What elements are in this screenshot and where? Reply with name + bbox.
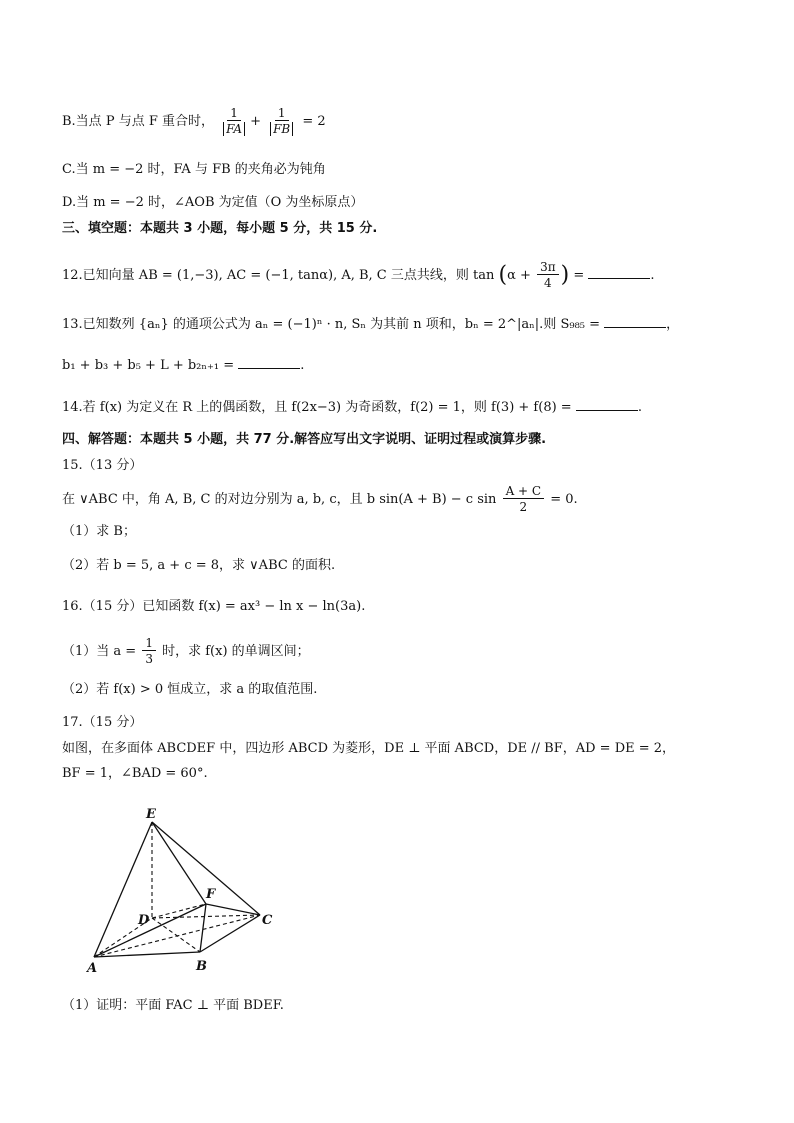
label-c: C [262,913,273,928]
q15-body-tail: = 0. [550,492,578,507]
edge-af [94,904,206,957]
q12-alpha: α + [507,268,531,283]
frac-fa [220,106,248,137]
q15-frac-den: 2 [519,500,528,514]
q16-part-1 [62,636,310,667]
polyhedron-figure [82,800,292,980]
q16-part-2: （2）若 f(x) > 0 恒成立，求 a 的取值范围. [62,682,318,697]
edge-ef [152,822,206,904]
option-b-text: B.当点 P 与点 F 重合时， [62,114,214,129]
q17-heading: 17.（15 分） [62,715,143,730]
q16-frac [142,636,156,667]
section-3-heading: 三、填空题：本题共 3 小题，每小题 5 分，共 15 分. [62,221,378,236]
frac-fb [267,106,296,137]
question-13: 13.已知数列 {aₙ} 的通项公式为 aₙ = (−1)ⁿ · n, Sₙ 为其前 n 项和，bₙ = 2^|aₙ|.则 S₉₈₅ = ， [62,314,679,335]
q12-frac-num: 3π [537,260,559,275]
q13-text: 13.已知数列 {aₙ} 的通项公式为 aₙ = (−1)ⁿ · n, Sₙ 为其前 n 项和，bₙ = 2^|aₙ|.则 S₉₈₅ = [62,317,601,332]
q15-heading: 15.（13 分） [62,458,143,473]
q14-blank [576,397,638,411]
label-a: A [87,961,98,976]
edge-df [152,904,206,918]
question-12: 12.已知向量 AB = (1,−3), AC = (−1, tanα), A, B, C 三点共线，则 tan (α + $\frac{3\pi}{4}$ ) = . [62,260,655,290]
edge-ea [94,822,152,957]
option-d: D.当 m = −2 时，∠AOB 为定值（O 为坐标原点） [62,195,364,210]
q16-part-1-tail: 时，求 f(x) 的单调区间； [162,644,310,659]
q13-blank-2 [238,355,300,369]
edge-bc [200,915,260,952]
q13-sum-text: b₁ + b₃ + b₅ + L + b₂ₙ₊₁ = [62,358,235,373]
frac-fa-den: FA [226,122,243,136]
question-14: 14.若 f(x) 为定义在 R 上的偶函数，且 f(2x−3) 为奇函数，f(2) = 1，则 f(3) + f(8) = . [62,397,642,418]
question-13-line2: b₁ + b₃ + b₅ + L + b₂ₙ₊₁ = . [62,355,304,376]
label-f: F [206,887,216,902]
frac-fb-num: 1 [275,106,289,121]
q14-text: 14.若 f(x) 为定义在 R 上的偶函数，且 f(2x−3) 为奇函数，f(2) = 1，则 f(3) + f(8) = [62,400,572,415]
q17-body-1: 如图，在多面体 ABCDEF 中，四边形 ABCD 为菱形，DE ⊥ 平面 ABCD，DE // BF，AD = DE = 2， [62,741,676,756]
frac-fa-num: 1 [227,106,241,121]
edge-db [152,918,200,952]
q16-heading: 16.（15 分）已知函数 f(x) = ax³ − ln x − ln(3a). [62,599,366,614]
option-b: B.当点 P 与点 F 重合时， $\frac{1}{FA}$ + $\frac{1}{FB}$ = 2 [62,106,326,136]
option-b-tail: = 2 [302,114,326,129]
q12-equals: = [573,268,585,283]
label-d: D [138,913,150,928]
section-4-heading: 四、解答题：本题共 5 小题，共 77 分.解答应写出文字说明、证明过程或演算步骤. [62,432,547,447]
edge-dc [152,915,260,918]
q16-frac-num: 1 [142,636,156,651]
q17-body-2: BF = 1，∠BAD = 60°. [62,766,208,781]
q16-frac-den: 3 [145,652,153,666]
q12-frac [537,260,559,291]
edge-fc [206,904,260,915]
edge-fb [200,904,206,952]
q15-frac-num: A + C [503,484,545,499]
q12-text: 12.已知向量 AB = (1,−3), AC = (−1, tanα), A, B, C 三点共线，则 tan [62,268,495,283]
q15-body-text: 在 ∨ABC 中，角 A, B, C 的对边分别为 a, b, c，且 b sin(A + B) − c sin [62,492,497,507]
q12-blank [588,265,650,279]
edge-ac [94,915,260,957]
q17-part-1: （1）证明：平面 FAC ⊥ 平面 BDEF. [62,998,284,1013]
q15-body [62,484,578,515]
q15-part-2: （2）若 b = 5, a + c = 8，求 ∨ABC 的面积. [62,558,336,573]
q15-part-1: （1）求 B； [62,524,136,539]
option-c: C.当 m = −2 时，FA 与 FB 的夹角必为钝角 [62,162,326,177]
label-e: E [146,807,156,822]
frac-fb-den: FB [273,122,291,136]
q15-frac [503,484,545,515]
q12-frac-den: 4 [544,276,552,290]
q13-blank-1 [604,314,666,328]
label-b: B [196,959,207,974]
q16-part-1-text: （1）当 a = [62,644,137,659]
